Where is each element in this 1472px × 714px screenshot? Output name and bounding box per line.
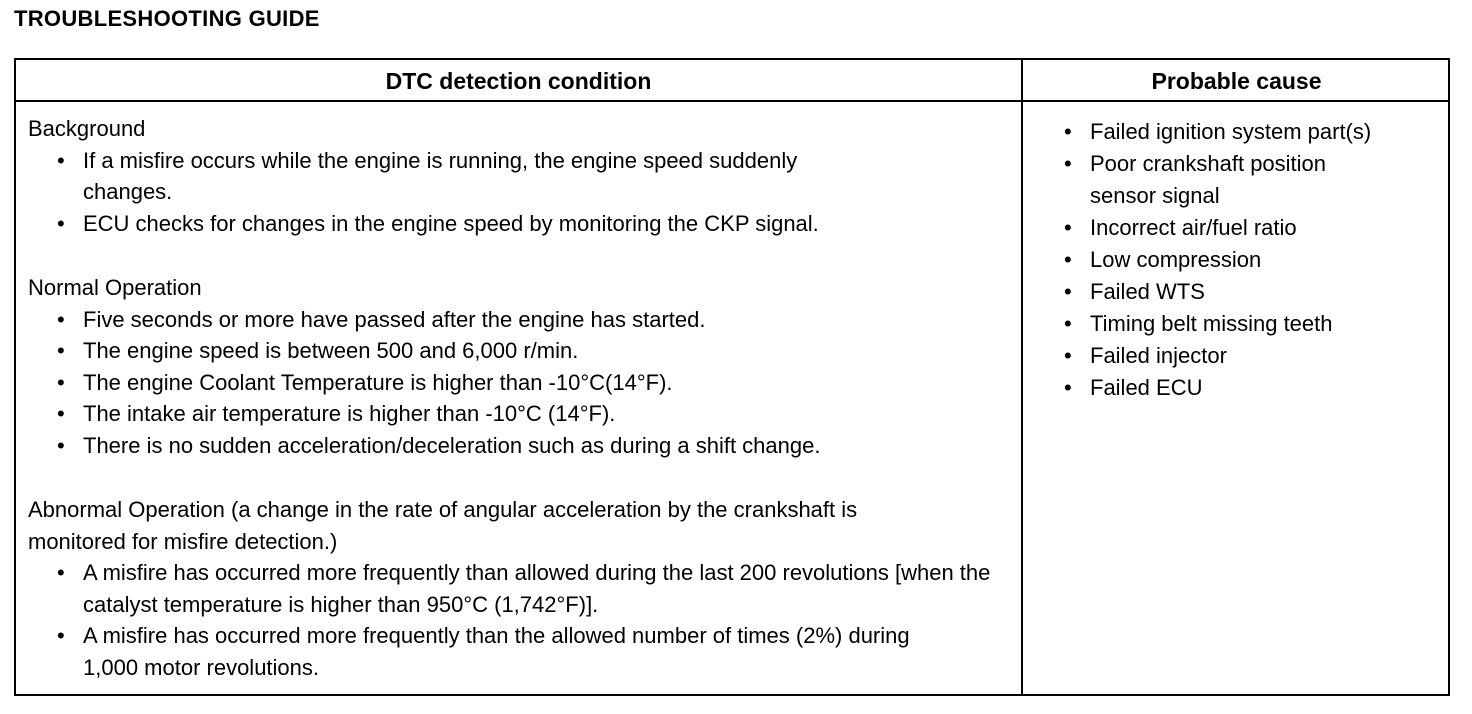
header-probable-cause: Probable cause	[1151, 68, 1322, 94]
bullet-icon: •	[1064, 375, 1072, 400]
list-item: • Timing belt missing teeth	[1046, 308, 1446, 340]
background-list	[28, 145, 1013, 240]
detection-condition-cell	[28, 113, 1013, 683]
bullet-icon: •	[1064, 279, 1072, 304]
normal-operation-list	[28, 304, 1013, 462]
list-item: • Five seconds or more have passed after the engine has started.	[28, 304, 1013, 336]
list-item: • A misfire has occurred more frequently than allowed during the last 200 revolutions [when the catalyst temperature is higher than 950°C (1,742°F)].	[28, 557, 1013, 620]
bullet-icon: •	[57, 369, 65, 395]
normal-operation-heading: Normal Operation	[28, 275, 202, 300]
list-item: • There is no sudden acceleration/deceleration such as during a shift change.	[28, 430, 1013, 462]
column-divider	[1021, 60, 1023, 694]
list-item: • Failed ECU	[1046, 372, 1446, 404]
list-item: • ECU checks for changes in the engine speed by monitoring the CKP signal.	[28, 208, 1013, 240]
list-item: • The engine Coolant Temperature is higher than -10°C(14°F).	[28, 367, 1013, 399]
bullet-icon: •	[57, 306, 65, 332]
header-rule	[16, 100, 1448, 102]
troubleshooting-table	[14, 58, 1450, 696]
background-section	[28, 113, 1013, 239]
bullet-icon: •	[57, 147, 65, 173]
list-item: • Failed WTS	[1046, 276, 1446, 308]
bullet-icon: •	[57, 338, 65, 363]
bullet-icon: •	[57, 210, 65, 236]
bullet-icon: •	[1064, 247, 1072, 272]
list-item: • Low compression	[1046, 244, 1446, 276]
normal-operation-section	[28, 272, 1013, 461]
bullet-icon: •	[1064, 215, 1072, 240]
list-item: • A misfire has occurred more frequently than the allowed number of times (2%) during 1,000 motor revolutions.	[28, 620, 1013, 683]
bullet-icon: •	[1064, 311, 1072, 336]
header-dtc-detection-condition: DTC detection condition	[385, 68, 652, 94]
list-item: • Poor crankshaft position sensor signal	[1046, 148, 1446, 212]
probable-cause-cell	[1046, 116, 1446, 404]
bullet-icon: •	[57, 560, 65, 585]
bullet-icon: •	[1064, 151, 1072, 176]
bullet-icon: •	[57, 623, 65, 648]
bullet-icon: •	[1064, 119, 1072, 144]
list-item: • Failed injector	[1046, 340, 1446, 372]
bullet-icon: •	[1064, 343, 1072, 368]
background-heading: Background	[28, 116, 146, 141]
probable-cause-list	[1046, 116, 1446, 404]
bullet-icon: •	[57, 401, 65, 426]
list-item: • The intake air temperature is higher than -10°C (14°F).	[28, 398, 1013, 430]
bullet-icon: •	[57, 432, 65, 458]
abnormal-operation-heading: Abnormal Operation (a change in the rate of angular acceleration by the crankshaft is monitored for misfire detection.)	[28, 497, 858, 554]
abnormal-operation-section	[28, 494, 1013, 683]
list-item: • The engine speed is between 500 and 6,000 r/min.	[28, 335, 1013, 367]
list-item: • Failed ignition system part(s)	[1046, 116, 1446, 148]
list-item: • If a misfire occurs while the engine is running, the engine speed suddenly changes.	[28, 145, 1013, 208]
list-item: • Incorrect air/fuel ratio	[1046, 212, 1446, 244]
abnormal-operation-list	[28, 557, 1013, 683]
page-title: TROUBLESHOOTING GUIDE	[14, 6, 320, 31]
